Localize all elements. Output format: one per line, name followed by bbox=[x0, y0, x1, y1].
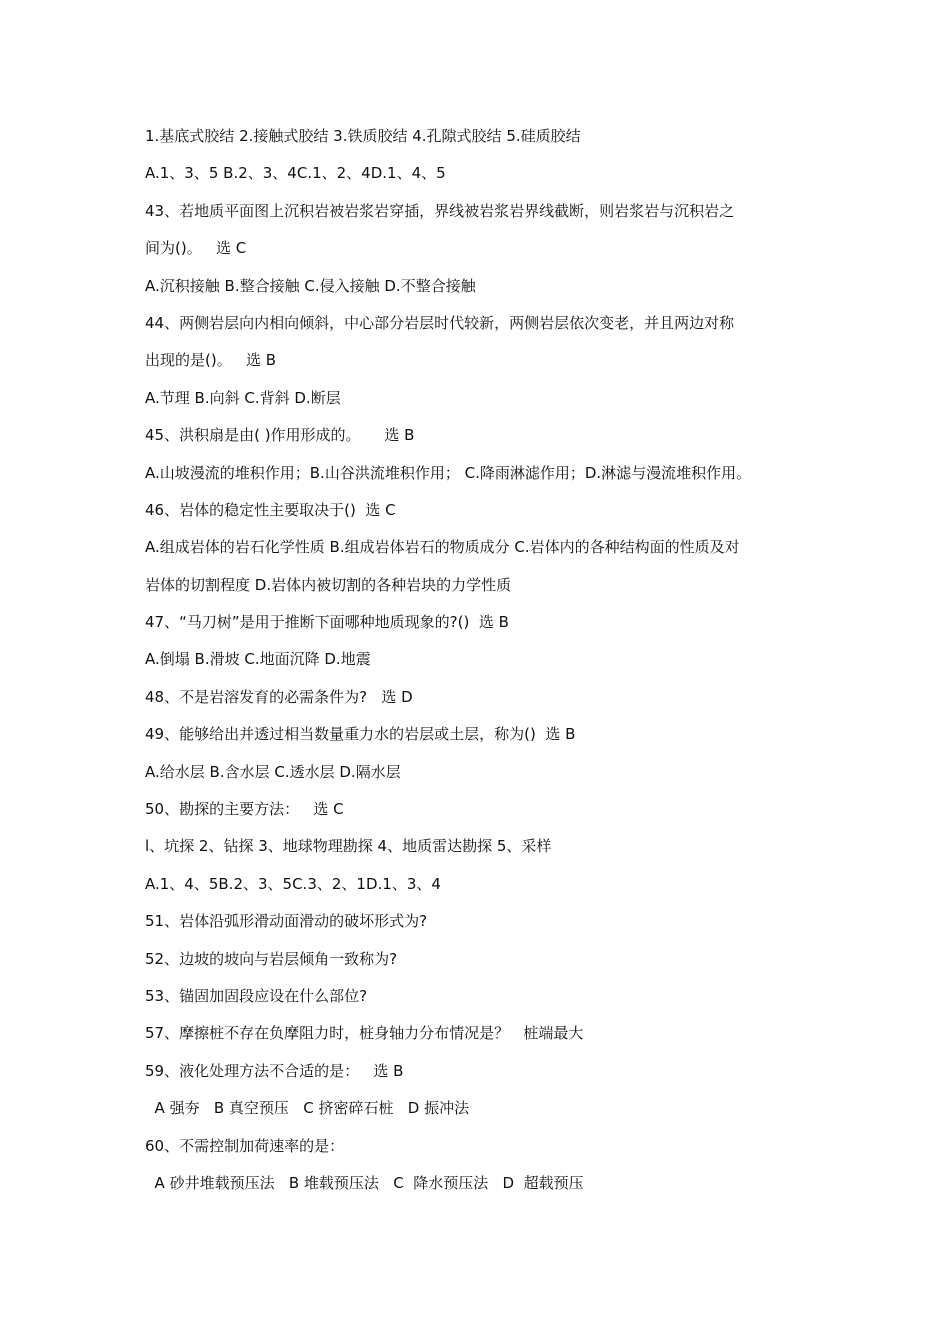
text-line-11: 46、岩体的稳定性主要取决于() 选 C bbox=[145, 500, 396, 519]
text-line-10: A.山坡漫流的堆积作用；B.山谷洪流堆积作用； C.降雨淋滤作用；D.淋滤与漫流堆积作用。 bbox=[145, 463, 752, 482]
text-line-14: 47、“马刀树”是用于推断下面哪种地质现象的?() 选 B bbox=[145, 613, 509, 632]
text-line-28: 60、不需控制加荷速率的是： bbox=[145, 1136, 345, 1155]
text-line-29: A 砂井堆载预压法 B 堆载预压法 C 降水预压法 D 超载预压 bbox=[145, 1173, 584, 1192]
text-line-24: 53、锚固加固段应设在什么部位? bbox=[145, 986, 368, 1005]
text-line-2: A.1、3、5 B.2、3、4C.1、2、4D.1、4、5 bbox=[145, 164, 446, 183]
text-line-27: A 强夯 B 真空预压 C 挤密碎石桩 D 振冲法 bbox=[145, 1099, 470, 1118]
text-line-19: 50、勘探的主要方法： 选 C bbox=[145, 800, 344, 819]
text-line-13: 岩体的切割程度 D.岩体内被切割的各种岩块的力学性质 bbox=[145, 575, 512, 594]
text-line-12: A.组成岩体的岩石化学性质 B.组成岩体岩石的物质成分 C.岩体内的各种结构面的性质及对 bbox=[145, 538, 740, 557]
text-line-23: 52、边坡的坡向与岩层倾角一致称为? bbox=[145, 949, 398, 968]
text-line-8: A.节理 B.向斜 C.背斜 D.断层 bbox=[145, 388, 341, 407]
document-body bbox=[145, 118, 825, 1202]
text-line-16: 48、不是岩溶发育的必需条件为? 选 D bbox=[145, 687, 413, 706]
text-line-17: 49、能够给出并透过相当数量重力水的岩层或土层，称为() 选 B bbox=[145, 725, 576, 744]
text-line-26: 59、液化处理方法不合适的是： 选 B bbox=[145, 1061, 404, 1080]
text-line-9: 45、洪积扇是由( )作用形成的。 选 B bbox=[145, 426, 415, 445]
text-line-21: A.1、4、5B.2、3、5C.3、2、1D.1、3、4 bbox=[145, 874, 441, 893]
text-line-15: A.倒塌 B.滑坡 C.地面沉降 D.地震 bbox=[145, 650, 371, 669]
text-line-25: 57、摩擦桩不存在负摩阻力时，桩身轴力分布情况是？ 桩端最大 bbox=[145, 1024, 584, 1043]
text-line-1: 1.基底式胶结 2.接触式胶结 3.铁质胶结 4.孔隙式胶结 5.硅质胶结 bbox=[145, 127, 581, 145]
text-line-18: A.给水层 B.含水层 C.透水层 D.隔水层 bbox=[145, 762, 401, 781]
text-line-5: A.沉积接触 B.整合接触 C.侵入接触 D.不整合接触 bbox=[145, 276, 476, 295]
text-line-4: 间为()。 选 C bbox=[145, 239, 247, 258]
text-line-3: 43、若地质平面图上沉积岩被岩浆岩穿插，界线被岩浆岩界线截断，则岩浆岩与沉积岩之 bbox=[145, 201, 735, 220]
text-line-22: 51、岩体沿弧形滑动面滑动的破坏形式为? bbox=[145, 912, 428, 931]
text-line-7: 出现的是()。 选 B bbox=[145, 351, 277, 370]
text-line-6: 44、两侧岩层向内相向倾斜，中心部分岩层时代较新，两侧岩层依次变老，并且两边对称 bbox=[145, 313, 735, 332]
text-line-20: l、坑探 2、钻探 3、地球物理勘探 4、地质雷达勘探 5、采样 bbox=[145, 837, 552, 856]
